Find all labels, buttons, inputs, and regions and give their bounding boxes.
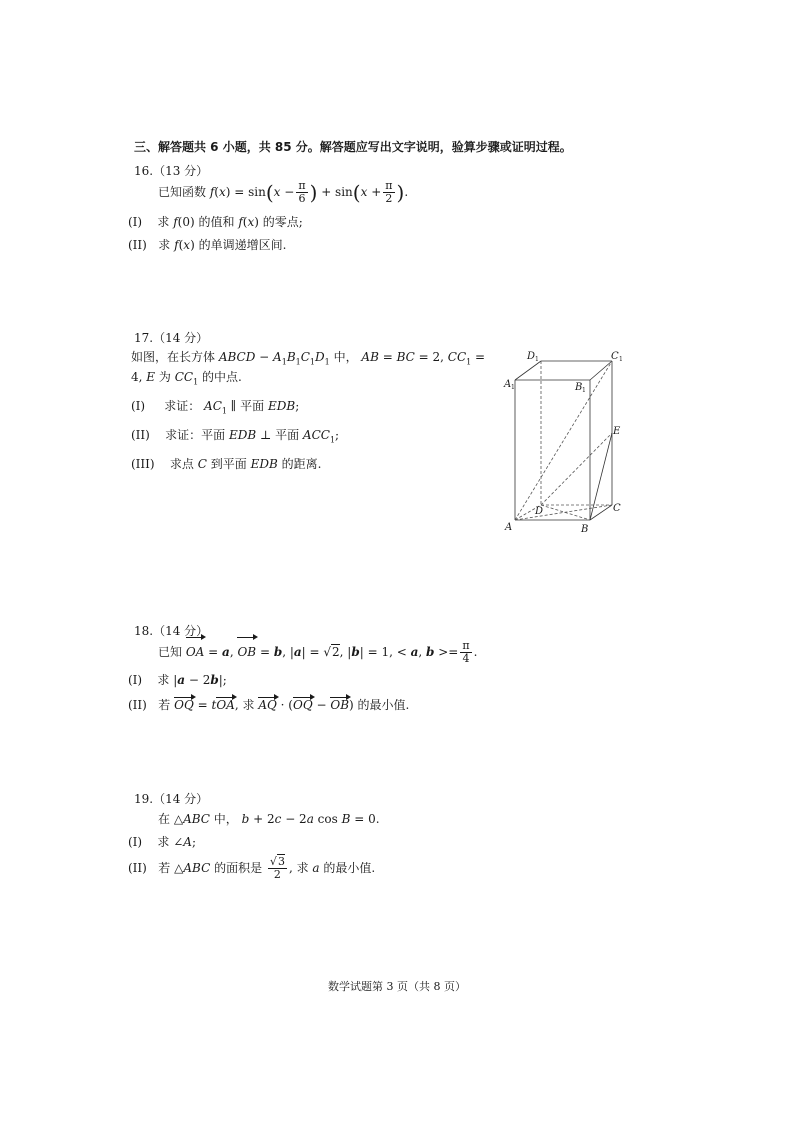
segment-a-c (515, 505, 612, 520)
svg-text:1: 1 (619, 356, 623, 363)
cuboid-figure (495, 345, 635, 540)
q17-intro-line2: 4, E 为 $CC_1$ 的中点. (131, 370, 242, 387)
label-d1: D (527, 351, 536, 362)
segment-d-e (541, 433, 612, 505)
q17-intro-line1: 如图，在长方体 ABCD − $A_1B_1C_1D_1$ 中， AB = BC = 2, $CC_1$ = (131, 350, 486, 367)
part-label: (III) (131, 457, 155, 471)
label-b: B (581, 524, 589, 535)
edge-d1-a1 (515, 361, 541, 380)
q19-header: 19.（14 分） (134, 792, 209, 806)
q19-part-1: (I) 求 ∠A; (128, 835, 196, 849)
part-label: (I) (128, 215, 143, 229)
q19-given-line: 在 △ABC 中， b + 2c − 2a cos B = 0. (158, 812, 380, 826)
label-c1: C (611, 351, 619, 362)
q18-header: 18.（14 分） (134, 624, 209, 638)
q16-function-line: 已知函数 f(x) = sin(x − $\frac{\pi}{6}$ ) + sin(x + $\frac{\pi}{2}$ ). (158, 179, 409, 205)
section-heading: 三、解答题共 6 小题，共 85 分。解答题应写出文字说明，验算步骤或证明过程。 (134, 140, 572, 154)
q16-header: 16.（13 分） (134, 164, 209, 178)
q17-part-3: (III) 求点 C 到平面 EDB 的距离. (131, 457, 322, 471)
edge-b1-c1 (590, 361, 612, 380)
part-label: (II) (128, 238, 147, 252)
segment-a-c1 (515, 361, 612, 520)
q19-part-2: (II) 若 △ABC 的面积是 $\frac{√3}{2}$ , 求 a 的最小值. (128, 855, 376, 881)
q18-given-line: 已知 OA = a, OB = b, |a| = √2, |b| = 1, < a, b >= $\frac{\pi}{4}$ . (158, 639, 478, 665)
label-e: E (613, 426, 621, 437)
q17-header: 17.（14 分） (134, 331, 209, 345)
part-label: (II) (128, 698, 147, 712)
svg-text:1: 1 (511, 384, 515, 391)
part-label: (II) (128, 861, 147, 875)
label-b1: B (575, 382, 583, 393)
q16-part-2: (II) 求 f(x) 的单调递增区间. (128, 238, 287, 252)
q18-part-1: (I) 求 |a − 2b|; (128, 673, 227, 687)
q17-part-1: (I) 求证： $AC_1$ ∥ 平面 EDB; (131, 399, 300, 416)
label-d: D (535, 506, 544, 517)
q16-part-1: (I) 求 f(0) 的值和 f(x) 的零点; (128, 215, 303, 229)
part-label: (I) (128, 835, 143, 849)
page-footer: 数学试题第 3 页（共 8 页） (328, 980, 466, 993)
svg-text:1: 1 (582, 387, 586, 394)
q18-part-2: (II) 若 OQ = tOA, 求 AQ · (OQ − OB) 的最小值. (128, 698, 410, 712)
label-a: A (505, 522, 513, 533)
segment-d-b (541, 505, 590, 520)
part-label: (II) (131, 428, 150, 442)
label-a1: A (504, 379, 512, 390)
label-c: C (613, 503, 621, 514)
q16-intro: 已知函数 (158, 185, 207, 199)
part-label: (I) (131, 399, 146, 413)
svg-text:1: 1 (535, 356, 539, 363)
q17-part-2: (II) 求证：平面 EDB ⊥ 平面 $ACC_1$; (131, 428, 340, 445)
part-label: (I) (128, 673, 143, 687)
